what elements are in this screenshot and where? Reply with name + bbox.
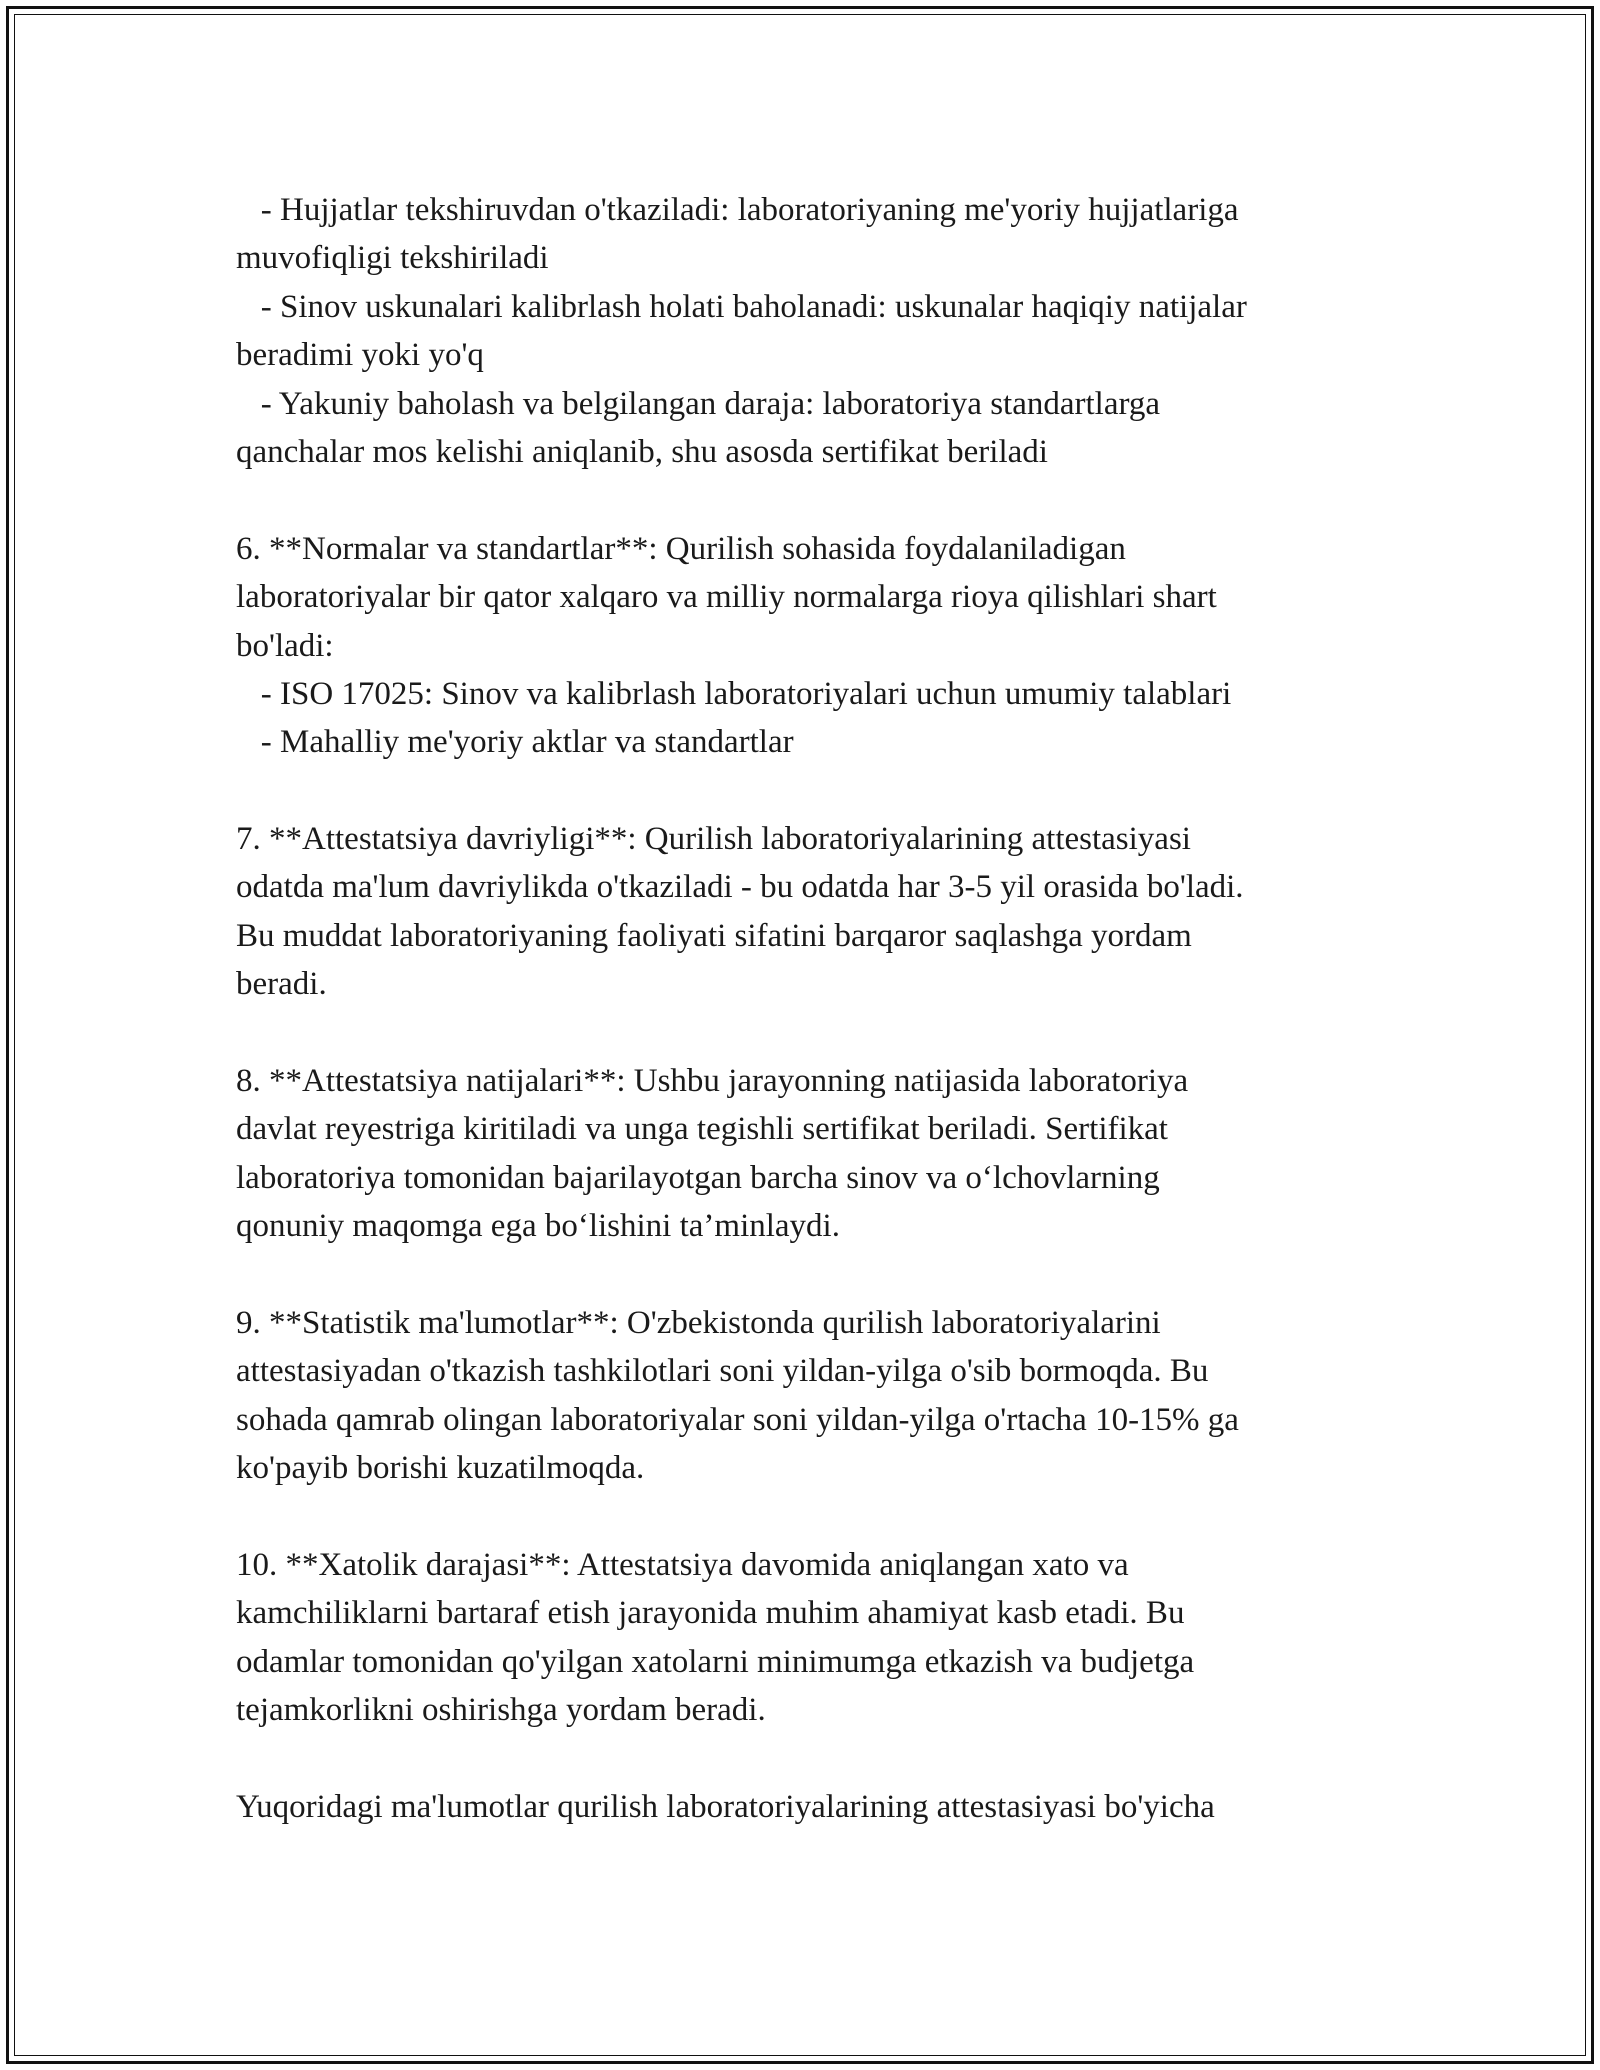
text-line: ko'payib borishi kuzatilmoqda. bbox=[236, 1450, 645, 1487]
section-7-heading-line: 7. **Attestatsiya davriyligi**: Qurilish laboratoriyalarining attestasiyasi bbox=[236, 821, 1191, 858]
section-8-heading-line: 8. **Attestatsiya natijalari**: Ushbu jarayonning natijasida laboratoriya bbox=[236, 1063, 1189, 1100]
text-line: odamlar tomonidan qo'yilgan xatolarni minimumga etkazish va budjetga bbox=[236, 1643, 1195, 1680]
section-6-heading-line: 6. **Normalar va standartlar**: Qurilish sohasida foydalaniladigan bbox=[236, 530, 1126, 567]
text-line: sohada qamrab olingan laboratoriyalar soni yildan-yilga o'rtacha 10-15% ga bbox=[236, 1401, 1239, 1438]
text-line: - Yakuniy baholash va belgilangan daraja: laboratoriya standartlarga bbox=[236, 385, 1161, 422]
closing-line: Yuqoridagi ma'lumotlar qurilish laboratoriyalarining attestasiyasi bo'yicha bbox=[236, 1788, 1215, 1825]
paragraph-gap bbox=[236, 476, 1376, 524]
text-line: kamchiliklarni bartaraf etish jarayonida muhim ahamiyat kasb etadi. Bu bbox=[236, 1595, 1185, 1632]
text-line: Bu muddat laboratoriyaning faoliyati sifatini barqaror saqlashga yordam bbox=[236, 917, 1192, 954]
text-line: tejamkorlikni oshirishga yordam beradi. bbox=[236, 1692, 766, 1729]
paragraph-gap bbox=[236, 1493, 1376, 1541]
text-line: muvofiqligi tekshiriladi bbox=[236, 240, 549, 277]
text-line: - Hujjatlar tekshiruvdan o'tkaziladi: laboratoriyaning me'yoriy hujjatlariga bbox=[236, 192, 1239, 228]
document-body bbox=[236, 186, 1376, 1831]
section-10-heading-line: 10. **Xatolik darajasi**: Attestatsiya davomida aniqlangan xato va bbox=[236, 1546, 1129, 1583]
paragraph-gap bbox=[236, 1251, 1376, 1299]
paragraph-gap bbox=[236, 1009, 1376, 1057]
text-line: - Sinov uskunalari kalibrlash holati baholanadi: uskunalar haqiqiy natijalar bbox=[236, 288, 1247, 325]
section-9-heading-line: 9. **Statistik ma'lumotlar**: O'zbekistonda qurilish laboratoriyalarini bbox=[236, 1304, 1161, 1341]
text-line: odatda ma'lum davriylikda o'tkaziladi - bu odatda har 3-5 yil orasida bo'ladi. bbox=[236, 869, 1244, 906]
text-line: laboratoriya tomonidan bajarilayotgan barcha sinov va o‘lchovlarning bbox=[236, 1159, 1160, 1196]
paragraph-gap bbox=[236, 1735, 1376, 1783]
text-line: attestasiyadan o'tkazish tashkilotlari soni yildan-yilga o'sib bormoqda. Bu bbox=[236, 1353, 1209, 1390]
text-line: qonuniy maqomga ega bo‘lishini ta’minlaydi. bbox=[236, 1208, 840, 1245]
text-line: beradimi yoki yo'q bbox=[236, 337, 484, 374]
text-line: beradi. bbox=[236, 966, 327, 1003]
paragraph-gap bbox=[236, 767, 1376, 815]
text-line: laboratoriyalar bir qator xalqaro va milliy normalarga rioya qilishlari shart bbox=[236, 579, 1217, 616]
text-line: davlat reyestriga kiritiladi va unga tegishli sertifikat beriladi. Sertifikat bbox=[236, 1111, 1168, 1148]
list-item: - Mahalliy me'yoriy aktlar va standartlar bbox=[236, 724, 794, 761]
text-line: bo'ladi: bbox=[236, 627, 334, 664]
list-item: - ISO 17025: Sinov va kalibrlash laboratoriyalari uchun umumiy talablari bbox=[236, 675, 1232, 712]
text-line: qanchalar mos kelishi aniqlanib, shu asosda sertifikat beriladi bbox=[236, 433, 1048, 470]
